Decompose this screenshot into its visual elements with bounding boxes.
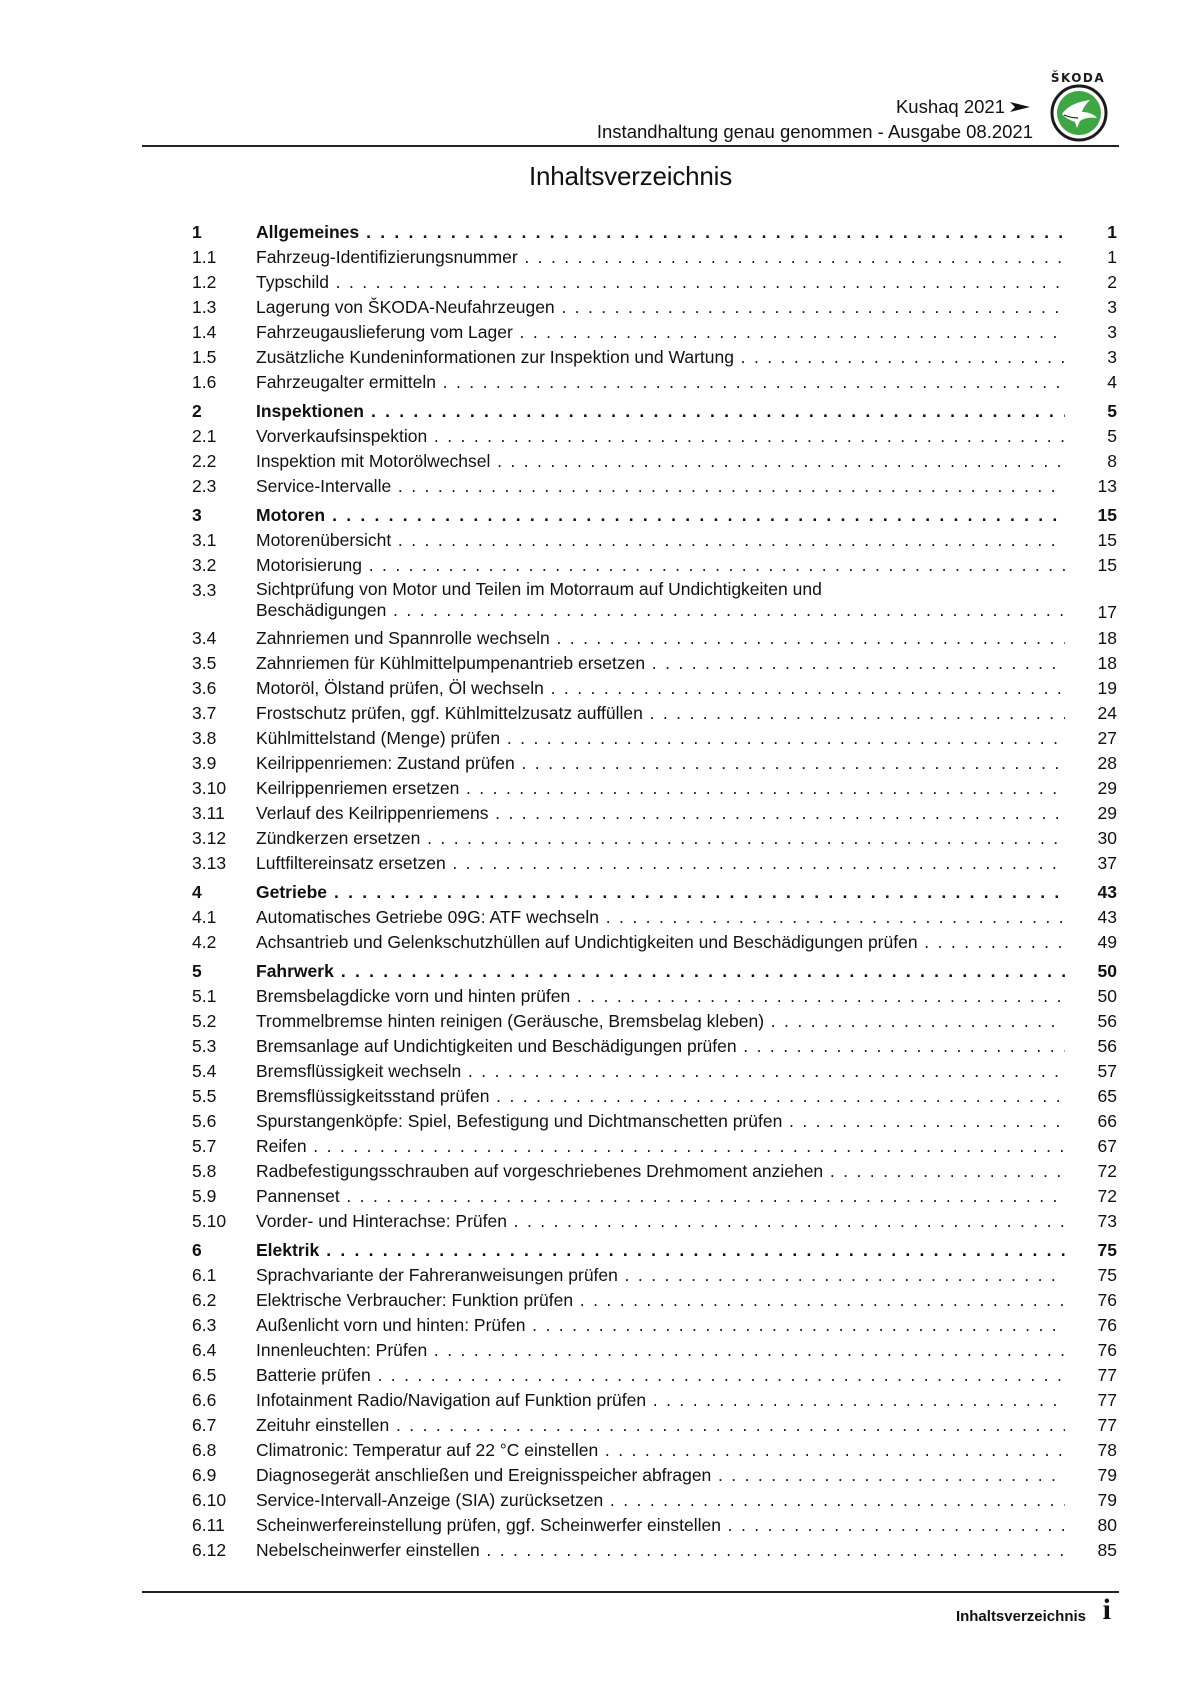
toc-chapter-3	[192, 503, 1117, 876]
toc-entry[interactable]: 4.2 Achsantrieb und Gelenkschutzhüllen auf Undichtigkeiten und Beschädigungen prüfen . . . 49	[192, 930, 1117, 955]
toc-entry[interactable]: 2 Inspektionen . . . 5	[192, 399, 1117, 424]
toc-entry[interactable]: 4 Getriebe . . . 43	[192, 880, 1117, 905]
toc-entry[interactable]: 3.11 Verlauf des Keilrippenriemens . . . 29	[192, 801, 1117, 826]
toc-entry[interactable]: 3.10 Keilrippenriemen ersetzen . . . 29	[192, 776, 1117, 801]
toc-entry[interactable]: 5.5 Bremsflüssigkeitsstand prüfen . . . 65	[192, 1084, 1117, 1109]
toc-entry[interactable]: 5.2 Trommelbremse hinten reinigen (Geräusche, Bremsbelag kleben) . . . 56	[192, 1009, 1117, 1034]
toc-entry[interactable]: 3.12 Zündkerzen ersetzen . . . 30	[192, 826, 1117, 851]
skoda-logo-icon	[1050, 84, 1108, 142]
toc-entry[interactable]: 3.6 Motoröl, Ölstand prüfen, Öl wechseln . . . 19	[192, 676, 1117, 701]
toc-entry[interactable]: 3.5 Zahnriemen für Kühlmittelpumpenantrieb ersetzen . . . 18	[192, 651, 1117, 676]
toc-entry[interactable]: 2.3 Service-Intervalle . . . 13	[192, 474, 1117, 499]
toc-entry[interactable]: 6.12 Nebelscheinwerfer einstellen . . . 85	[192, 1538, 1117, 1563]
toc-entry[interactable]: 1.2 Typschild . . . 2	[192, 270, 1117, 295]
brand-wordmark: ŠKODA	[1050, 71, 1106, 85]
toc-entry[interactable]: 5 Fahrwerk . . . 50	[192, 959, 1117, 984]
footer-rule	[142, 1591, 1119, 1593]
toc-chapter-4	[192, 880, 1117, 955]
toc-entry[interactable]: 3.13 Luftfiltereinsatz ersetzen . . . 37	[192, 851, 1117, 876]
toc-entry[interactable]: 3.8 Kühlmittelstand (Menge) prüfen . . . 27	[192, 726, 1117, 751]
toc-entry[interactable]: 5.1 Bremsbelagdicke vorn und hinten prüfen . . . 50	[192, 984, 1117, 1009]
toc-entry[interactable]: 3.4 Zahnriemen und Spannrolle wechseln . . . 18	[192, 626, 1117, 651]
toc-entry[interactable]: 1.5 Zusätzliche Kundeninformationen zur Inspektion und Wartung . . . 3	[192, 345, 1117, 370]
page-number: i	[1102, 1593, 1111, 1626]
toc-chapter-5	[192, 959, 1117, 1234]
footer-label: Inhaltsverzeichnis	[955, 1608, 1086, 1625]
toc-entry[interactable]: 1 Allgemeines . . . 1	[192, 220, 1117, 245]
toc-entry[interactable]: 6.8 Climatronic: Temperatur auf 22 °C einstellen . . . 78	[192, 1438, 1117, 1463]
toc-entry[interactable]: 1.1 Fahrzeug-Identifizierungsnummer . . . 1	[192, 245, 1117, 270]
toc-entry[interactable]: 6 Elektrik . . . 75	[192, 1238, 1117, 1263]
toc-entry[interactable]: 3.7 Frostschutz prüfen, ggf. Kühlmittelzusatz auffüllen . . . 24	[192, 701, 1117, 726]
page-title: Inhaltsverzeichnis	[528, 161, 733, 191]
toc-entry[interactable]: 4.1 Automatisches Getriebe 09G: ATF wechseln . . . 43	[192, 905, 1117, 930]
toc-entry[interactable]: 1.4 Fahrzeugauslieferung vom Lager . . . 3	[192, 320, 1117, 345]
toc-entry[interactable]: 6.3 Außenlicht vorn und hinten: Prüfen . . . 76	[192, 1313, 1117, 1338]
toc-entry[interactable]: 2.1 Vorverkaufsinspektion . . . 5	[192, 424, 1117, 449]
toc-entry[interactable]: 6.7 Zeituhr einstellen . . . 77	[192, 1413, 1117, 1438]
toc-entry[interactable]: 5.9 Pannenset . . . 72	[192, 1184, 1117, 1209]
toc-entry[interactable]: 1.3 Lagerung von ŠKODA-Neufahrzeugen . . . 3	[192, 295, 1117, 320]
header-subtitle: Instandhaltung genau genommen - Ausgabe 08.2021	[596, 121, 1033, 142]
toc-entry[interactable]: 5.10 Vorder- und Hinterachse: Prüfen . . . 73	[192, 1209, 1117, 1234]
toc-entry[interactable]: 5.4 Bremsflüssigkeit wechseln . . . 57	[192, 1059, 1117, 1084]
toc-entry[interactable]: 5.3 Bremsanlage auf Undichtigkeiten und Beschädigungen prüfen . . . 56	[192, 1034, 1117, 1059]
toc-entry[interactable]: 6.10 Service-Intervall-Anzeige (SIA) zurücksetzen . . . 79	[192, 1488, 1117, 1513]
toc-entry[interactable]: 3.2 Motorisierung . . . 15	[192, 553, 1117, 578]
arrow-right-icon	[1009, 100, 1031, 114]
toc-entry[interactable]: 3.9 Keilrippenriemen: Zustand prüfen . . . 28	[192, 751, 1117, 776]
toc-entry[interactable]: 6.9 Diagnosegerät anschließen und Ereignisspeicher abfragen . . . 79	[192, 1463, 1117, 1488]
toc-entry[interactable]: 6.6 Infotainment Radio/Navigation auf Funktion prüfen . . . 77	[192, 1388, 1117, 1413]
toc-entry[interactable]: 5.8 Radbefestigungsschrauben auf vorgeschriebenes Drehmoment anziehen . . . 72	[192, 1159, 1117, 1184]
header-model: Kushaq 2021	[896, 96, 1031, 118]
toc-entry[interactable]: 3.3 Sichtprüfung von Motor und Teilen im Motorraum auf Undichtigkeiten und Beschädigungen . . . 17	[192, 578, 1117, 626]
toc-entry[interactable]: 2.2 Inspektion mit Motorölwechsel . . . 8	[192, 449, 1117, 474]
toc-entry[interactable]: 5.6 Spurstangenköpfe: Spiel, Befestigung und Dichtmanschetten prüfen . . . 66	[192, 1109, 1117, 1134]
toc-entry[interactable]: 6.4 Innenleuchten: Prüfen . . . 76	[192, 1338, 1117, 1363]
table-of-contents	[192, 220, 1117, 1567]
toc-entry[interactable]: 3.1 Motorenübersicht . . . 15	[192, 528, 1117, 553]
toc-entry[interactable]: 6.1 Sprachvariante der Fahreranweisungen prüfen . . . 75	[192, 1263, 1117, 1288]
header-rule	[142, 145, 1119, 147]
toc-entry[interactable]: 6.11 Scheinwerfereinstellung prüfen, ggf. Scheinwerfer einstellen . . . 80	[192, 1513, 1117, 1538]
toc-chapter-1	[192, 220, 1117, 395]
toc-entry[interactable]: 3 Motoren . . . 15	[192, 503, 1117, 528]
toc-entry[interactable]: 5.7 Reifen . . . 67	[192, 1134, 1117, 1159]
toc-entry[interactable]: 1.6 Fahrzeugalter ermitteln . . . 4	[192, 370, 1117, 395]
toc-chapter-6	[192, 1238, 1117, 1563]
toc-entry[interactable]: 6.2 Elektrische Verbraucher: Funktion prüfen . . . 76	[192, 1288, 1117, 1313]
toc-entry[interactable]: 6.5 Batterie prüfen . . . 77	[192, 1363, 1117, 1388]
toc-chapter-2	[192, 399, 1117, 499]
